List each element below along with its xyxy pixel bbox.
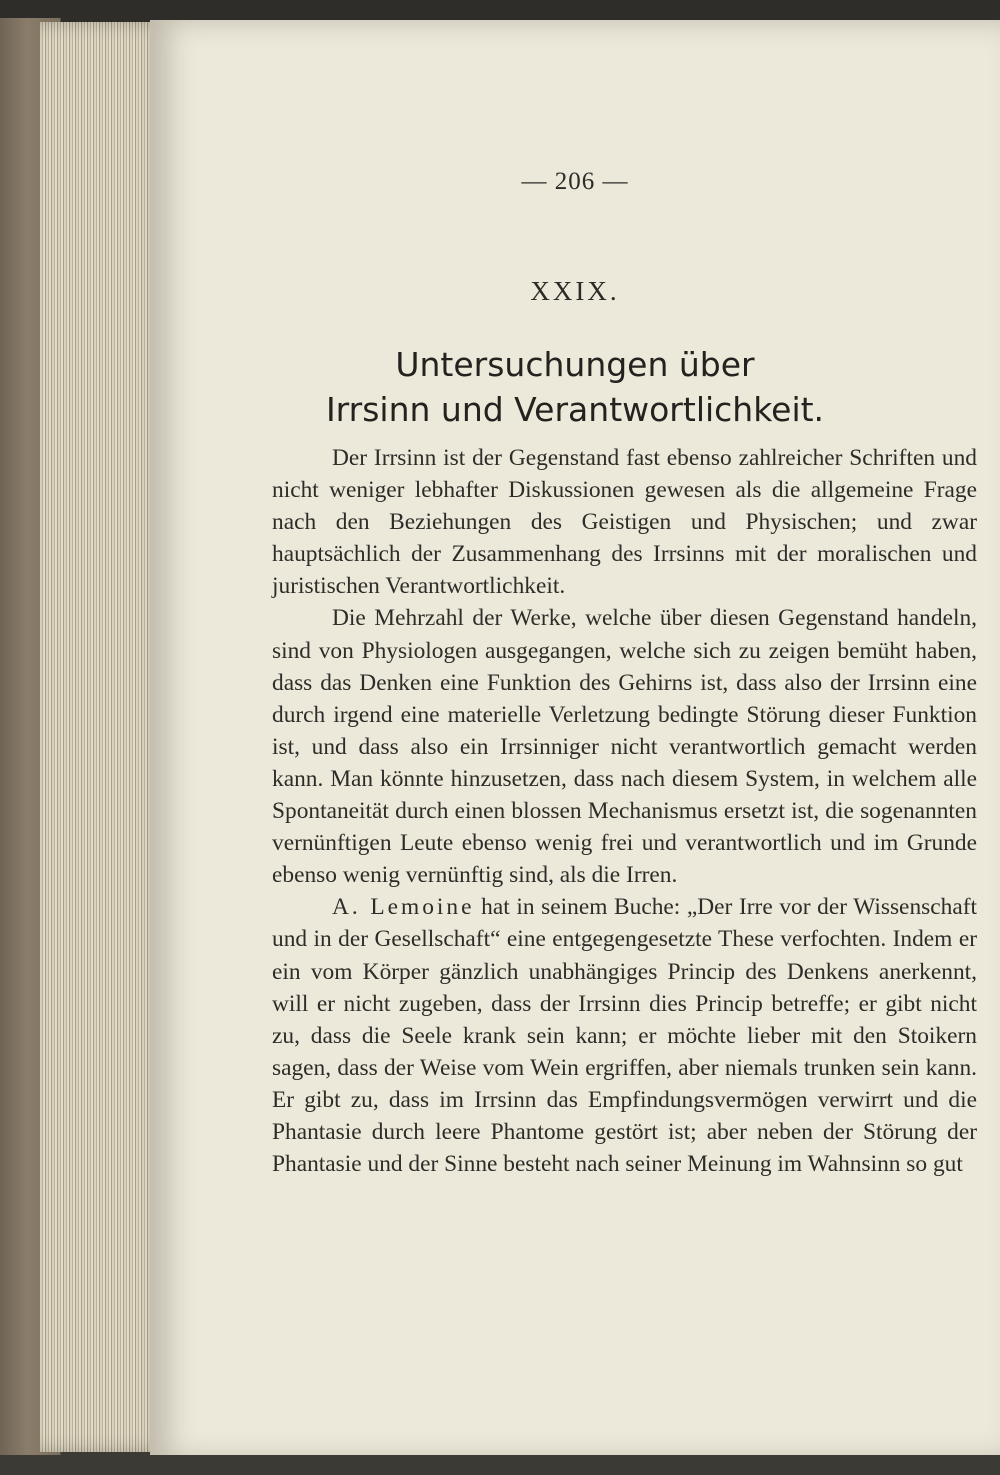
scan-background-top — [0, 0, 1000, 22]
page-number: — 206 — — [521, 168, 629, 195]
body-text — [272, 442, 977, 1180]
chapter-title-line-1: Untersuchungen über — [395, 345, 755, 384]
chapter-number: XXIX. — [530, 276, 620, 306]
paragraph-2: Die Mehrzahl der Werke, welche über diesen Gegenstand handeln, sind von Physiologen ausgegangen, welche sich zu zeigen bemüht haben, dass das Denken eine Funktion des Gehirns ist, dass also der Irrsinn eine durch irgend eine materielle Verletzung bedingte Störung dieser Funktion ist, und dass also ein Irrsinniger nicht verantwortlich gemacht werden kann. Man könnte hinzusetzen, dass nach diesem System, in welchem alle Spontaneität durch einen blossen Mechanismus ersetzt ist, die sogenannten vernünftigen Leute ebenso wenig frei und verantwortlich und im Grunde ebenso wenig vernünftig sind, als die Irren. — [272, 605, 977, 889]
author-name: A. Lemoine — [332, 894, 475, 921]
paragraph-3 — [272, 891, 977, 1180]
scan-background-bottom — [0, 1455, 1000, 1475]
paragraph-3-text: hat in seinem Buche: „Der Irre vor der Wissenschaft und in der Gesellschaft“ eine entgegengesetzte These verfochten. Indem er ein vom Körper gänzlich unabhängiges Princip des Denkens anerkennt, will er nicht zugeben, dass der Irrsinn dies Princip betreffe; er gibt nicht zu, dass die Seele krank sein kann; er möchte lieber mit den Stoikern sagen, dass der Weise vom Wein ergriffen, aber niemals trunken sein kann. Er gibt zu, dass im Irrsinn das Empfindungsvermögen verwirrt und die Phantasie durch leere Phantome gestört ist; aber neben der Störung der Phantasie und der Sinne besteht nach seiner Meinung im Wahnsinn so gut — [272, 894, 977, 1178]
paragraph-1: Der Irrsinn ist der Gegenstand fast ebenso zahlreicher Schriften und nicht weniger lebhafter Diskussionen gewesen als die allgemeine Frage nach den Beziehungen des Geistigen und Physischen; und zwar hauptsächlich der Zusammenhang des Irrsinns mit der moralischen und juristischen Verantwortlichkeit. — [272, 445, 977, 600]
book-page — [150, 20, 1000, 1460]
chapter-title-line-2: Irrsinn und Verantwortlichkeit. — [325, 390, 825, 429]
chapter-title — [150, 342, 1000, 432]
